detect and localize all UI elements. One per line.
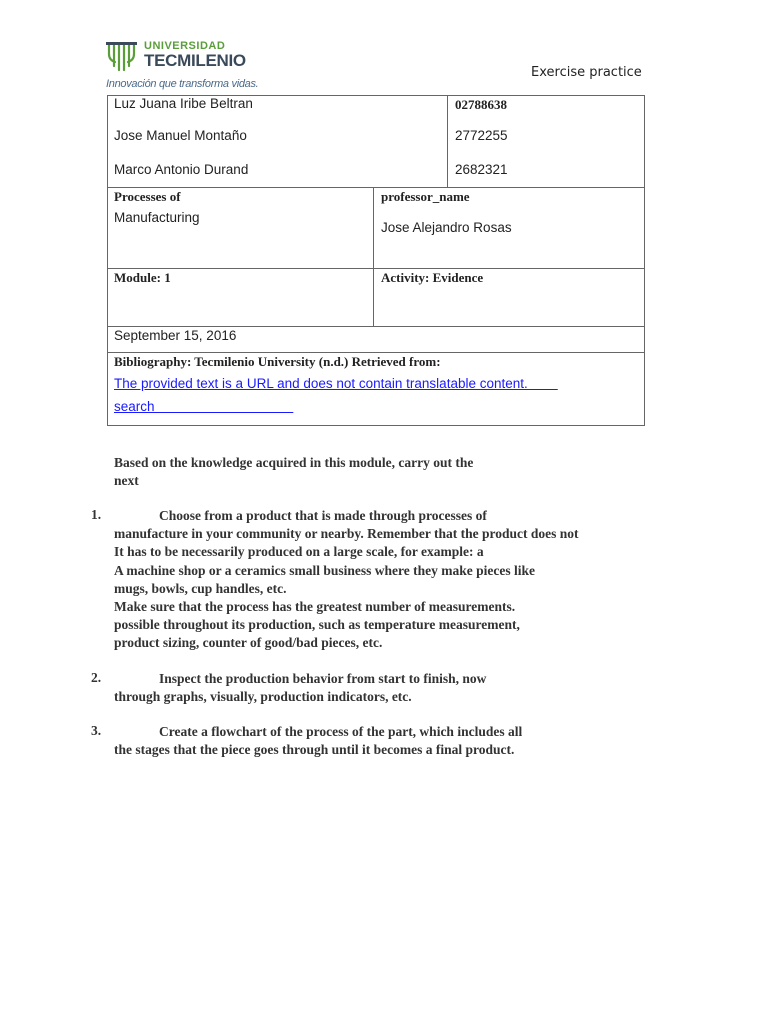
list-item-line: the stages that the piece goes through until it becomes a final product. [114,742,515,758]
list-number: 1. [91,507,102,522]
table-divider [447,95,448,187]
student-name: Jose Manuel Montaño [114,128,247,143]
list-number: 3. [91,723,102,738]
intro-line: Based on the knowledge acquired in this module, carry out the [114,455,474,470]
activity-label: Activity: Evidence [381,270,484,285]
list-item-line: mugs, bowls, cup handles, etc. [114,580,287,596]
instructions-intro [114,454,473,490]
date: September 15, 2016 [114,328,237,343]
table-divider [107,352,644,353]
student-id: 2772255 [455,128,508,143]
logo-tagline: Innovación que transforma vidas. [106,78,259,90]
list-item-line: product sizing, counter of good/bad pieces, etc. [114,635,383,651]
course-value: Manufacturing [114,210,200,225]
course-label: Processes of [114,189,181,204]
professor-value: Jose Alejandro Rosas [381,220,512,235]
list-item-line: Inspect the production behavior from start to finish, now [159,671,487,686]
list-item-line: Choose from a product that is made through processes of [159,508,487,523]
list-item-line: manufacture in your community or nearby. Remember that the product does not [114,526,579,542]
list-item-line: A machine shop or a ceramics small business where they make pieces like [114,562,535,578]
student-name: Luz Juana Iribe Beltran [114,96,253,111]
document-label: Exercise practice [531,65,642,80]
table-divider [107,187,644,188]
professor-label: professor_name [381,189,470,204]
list-item-line: Make sure that the process has the greatest number of measurements. [114,599,516,615]
logo-line-tecmilenio: TECMILENIO [144,51,246,70]
list-item-line: through graphs, visually, production indicators, etc. [114,689,412,705]
list-number: 2. [91,670,102,685]
bibliography-label: Bibliography: Tecmilenio University (n.d.) Retrieved from: [114,354,441,369]
list-item-line: It has to be necessarily produced on a large scale, for example: a [114,544,484,560]
tecmilenio-emblem-icon [106,40,140,74]
list-item-line: Create a flowchart of the process of the part, which includes all [159,724,523,739]
list-item [114,670,486,706]
table-divider [373,187,374,326]
university-logo [106,38,276,94]
student-id: 2682321 [455,162,508,177]
table-divider [107,268,644,269]
table-divider [107,326,644,327]
student-id: 02788638 [455,97,507,112]
list-item-line: possible throughout its production, such as temperature measurement, [114,617,520,633]
student-name: Marco Antonio Durand [114,162,249,177]
bibliography-link[interactable]: The provided text is a URL and does not contain translatable content. [114,376,558,391]
module-label: Module: 1 [114,270,171,285]
intro-line: next [114,473,139,489]
list-item [114,507,579,653]
bibliography-link-search[interactable]: search [114,399,294,414]
list-item [114,723,522,759]
logo-line-universidad: UNIVERSIDAD [144,40,226,52]
